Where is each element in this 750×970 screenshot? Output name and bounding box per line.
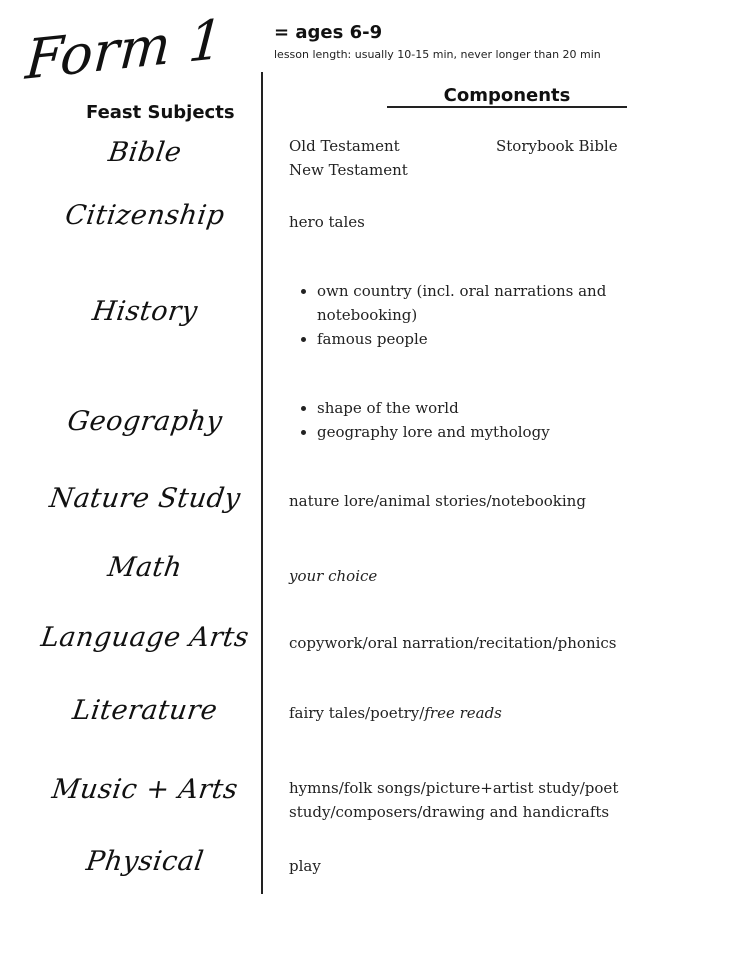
music-arts-line-2: study/composers/drawing and handicrafts (289, 803, 610, 821)
components-heading: Components (443, 85, 571, 106)
subject-bible: Bible (106, 137, 184, 168)
subject-citizenship: Citizenship (63, 200, 227, 231)
math-components: your choice (289, 567, 378, 585)
subject-physical: Physical (84, 846, 206, 877)
ages-label: = ages 6-9 (274, 22, 383, 43)
subject-nature-study: Nature Study (47, 483, 243, 514)
literature-italic-text: free reads (424, 704, 502, 722)
components-underline (387, 106, 627, 108)
geography-components (289, 396, 619, 444)
list-item: • geography lore and mythology (317, 420, 619, 444)
citizenship-components: hero tales (289, 213, 365, 231)
language-arts-components: copywork/oral narration/recitation/phonics (289, 634, 617, 652)
list-item: • own country (incl. oral narrations and notebooking) (317, 279, 619, 327)
physical-components: play (289, 857, 321, 875)
subject-music-arts: Music + Arts (50, 774, 240, 805)
form-title: Form 1 (23, 7, 226, 92)
subject-literature: Literature (70, 695, 220, 726)
bible-storybook: Storybook Bible (496, 137, 618, 155)
literature-components (289, 701, 502, 725)
subject-geography: Geography (65, 406, 225, 437)
subject-language-arts: Language Arts (38, 622, 252, 653)
list-item: • famous people (317, 327, 619, 351)
subject-history: History (90, 296, 200, 327)
bible-new-testament: New Testament (289, 161, 408, 179)
subject-math: Math (105, 552, 185, 583)
nature-study-components: nature lore/animal stories/notebooking (289, 492, 586, 510)
literature-plain-text: fairy tales/poetry/ (289, 704, 425, 722)
feast-subjects-heading: Feast Subjects (86, 102, 235, 123)
history-components (289, 279, 619, 351)
lesson-length: lesson length: usually 10-15 min, never longer than 20 min (274, 48, 601, 61)
list-item: • shape of the world (317, 396, 619, 420)
music-arts-line-1: hymns/folk songs/picture+artist study/poet (289, 779, 619, 797)
bible-old-testament: Old Testament (289, 137, 400, 155)
